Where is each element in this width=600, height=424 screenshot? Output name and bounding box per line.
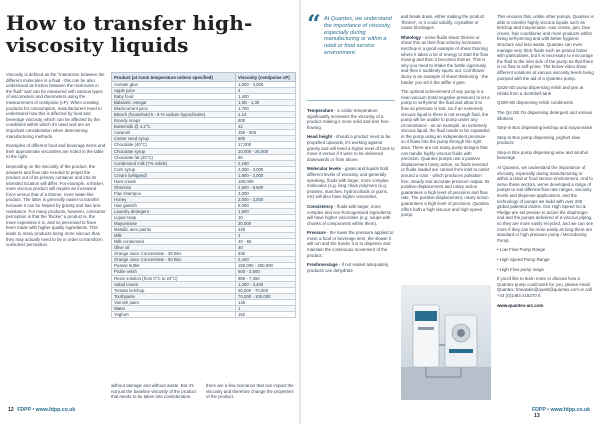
table-cell-product: Caramel xyxy=(112,130,236,136)
table-cell-product: Milk condensed xyxy=(112,239,236,245)
table-cell-product: Mayonnaise xyxy=(112,221,236,227)
page-number-right: 13 xyxy=(534,413,540,419)
paragraph-text: - some fluids shear thicken or shear thin as their flow velocity increases. Ketchup is a good example of shear thinning where it takes a lot of energy to start the flow moving and then it becomes thinner. This is why you need to shake the bottle vigorously and then it suddenly spurts out. Cornflower slurry is an example of shear thickening - the harder you stir it the stiffer it gets. xyxy=(401,34,489,85)
website-link[interactable]: www.quantex-arc.com xyxy=(497,302,544,308)
body-paragraph: • High Speed Pump Range xyxy=(497,256,550,262)
table-cell-viscosity: 4,500 - 8,600 xyxy=(236,184,296,190)
body-paragraph: The optimal achievement of any pump is a near-vacuum (total negative pressure) to let a pump to self-prime the fluid and allow it to flow as pressure is lost. So if an extremely viscous liquid is there is not enough fluid, the pump will be unable to pump under any circumstance - as an example, an extremely viscous liquid, the fluid needs to be expanded in the pump using an independent pressure so it flows into the pump through the right area. There are not many pump designs that can handle highly viscous fluids with precision. Quantex pumps use a positive displacement rotary action, so fluids inserted or fluids loaded are carried from inlet to outlet around a rotor - which produces pulsation free, steady and accurate pressure output. Its positive-displacement and rotary action guarantees a high level of precision and flow rate. The positive-displacement, rotary action guarantees a high level of precision. Quantex offers both a high viscous and high speed pump. xyxy=(401,89,490,218)
footer-right xyxy=(532,407,600,419)
table-cell-viscosity: 2,000 - 3,000 xyxy=(236,196,296,202)
body-paragraph: Step-in Box pump dispensing wine and alcohol beverage xyxy=(497,149,589,161)
bottom-column-1 xyxy=(111,383,199,404)
paragraph-text: - gases and liquids hold different levels of viscosity, and generally speaking, fluids with larger, more complex molecules (e.g. long chain polymers (e.g. proteins, starches, hydrocolloids or gums, etc) will also have higher viscosities. xyxy=(307,166,389,200)
table-cell-viscosity: 1,000 - 3,000 xyxy=(236,82,296,88)
table-cell-viscosity: 630 xyxy=(236,251,296,257)
table-cell-product: Hair gamish xyxy=(112,202,236,208)
table-cell-viscosity: 1,500 xyxy=(236,208,296,214)
table-cell-product: Balsamic vinegar xyxy=(112,100,236,106)
table-cell-viscosity: 20,000 xyxy=(236,221,296,227)
table-cell-viscosity: 4 xyxy=(236,88,296,94)
table-cell-viscosity: 1.13 xyxy=(236,112,296,118)
body-paragraph xyxy=(307,262,395,273)
table-cell-product: Brandy snaps xyxy=(112,118,236,124)
table-cell-viscosity: 600 - 2,500 xyxy=(236,269,296,275)
table-cell-viscosity: 1,800 - 2,000 xyxy=(236,172,296,178)
footer-brand-left: FDPP • www.fdpp.co.uk xyxy=(17,407,76,413)
table-cell-viscosity: 800 xyxy=(236,118,296,124)
table-cell-product: Chocolate syrup xyxy=(112,148,236,154)
body-paragraph: This ensures that, unlike other pumps, Quantex is able to transfer highly viscous liquids such as ketchup and mayonnaise, sour cream, jam, face cream, hair conditioner and more products whilst being self-priming and with better hygienic structure and less waste. Quantex can even manage very thick fluids such as peanut butter with particulates, but it is necessary to encourage the fluid to the inlet side of the pump as that there is no flow to self-prime. The below video show different solutions at various viscosity levels being pumped with the aid of a Quantex pump. xyxy=(497,14,594,81)
table-cell-product: Acetate glue xyxy=(112,82,236,88)
table-cell-viscosity: 2,000 - 3,000 xyxy=(236,166,296,172)
table-cell-product: Orange Juice Concentrate - 30 Brix xyxy=(112,251,236,257)
quote-mark-icon: “ xyxy=(307,9,321,38)
body-paragraph: Step-In Box dispensing ketchup and mayonnaise xyxy=(497,125,593,131)
table-cell-viscosity: 42 xyxy=(236,124,296,130)
intro-column xyxy=(6,72,106,252)
body-paragraph xyxy=(307,166,395,200)
table-cell-product: Blackcurrant juice xyxy=(112,106,236,112)
paragraph-keyword: Rheology xyxy=(401,34,422,40)
paragraph-keyword: Head height xyxy=(307,134,333,140)
table-cell-product: Salad cream xyxy=(112,281,236,287)
table-body xyxy=(112,82,296,318)
viscosity-table xyxy=(111,72,296,318)
table-cell-product: Apple juice xyxy=(112,88,236,94)
body-paragraph xyxy=(307,134,395,162)
table-cell-product: Chocolate fat (40°C) xyxy=(112,154,236,160)
table-cell-viscosity: 1 xyxy=(236,305,296,311)
table-cell-viscosity: 10 xyxy=(236,215,296,221)
table-cell-product: Castor seed syrup xyxy=(112,136,236,142)
paragraph-text: - fluids with larger, more complex and non-homogenised ingredients will have higher viscosities (e.g. soups with chunks of components within them). xyxy=(307,203,391,226)
body-paragraph: • High Flow pump range xyxy=(497,266,544,272)
paragraph-keyword: Molecular levels xyxy=(307,166,341,172)
table-cell-viscosity: 2,440 xyxy=(236,257,296,263)
paragraph-text: - a colder temperature significantly increases the viscosity of a product making it more solid and less free-flowing. xyxy=(307,108,390,130)
table-cell-product: Varnish paint xyxy=(112,299,236,305)
table-cell-product: Gherkins xyxy=(112,184,236,190)
body-paragraph: and break down, either making the product 'thinner', or it could solidify, crystallise or cause blockages. xyxy=(401,14,485,31)
table-cell-product: Olive oil xyxy=(112,245,236,251)
table-header-viscosity: Viscosity (centipoise cP) xyxy=(236,73,296,82)
body-paragraph xyxy=(307,204,395,226)
body-paragraph: Q425-SD pump dispensing relish and jam at Ishida from a dumbbell tank xyxy=(497,85,584,96)
table-cell-product: Ham cream xyxy=(112,178,236,184)
table-cell-viscosity: 880 - 7,360 xyxy=(236,275,296,281)
table-cell-product: Cream (whipped) xyxy=(112,172,236,178)
right-column-1 xyxy=(307,108,395,277)
table-header-product: Product (at room temperature unless specified) xyxy=(112,73,236,82)
bottom-paragraph: without damage and without waste. But it's not just the baseline viscosity of the product that needs to be taken into consideration, xyxy=(111,383,196,400)
table-cell-viscosity: 152 xyxy=(236,311,296,317)
table-cell-viscosity: 8,000 xyxy=(236,202,296,208)
table-cell-viscosity: 150,000 - 250,000 xyxy=(236,263,296,269)
paragraph-text: - if not sealed adequately, products can dehydrate xyxy=(307,262,389,273)
paragraph-keyword: Freshness/age xyxy=(307,262,338,268)
table-cell-viscosity: 2,160 xyxy=(236,160,296,166)
intro-paragraph: Viscosity is defined as the "interaction between the different molecules in a fluid - this can be also understood as friction between the molecules in the fluid" and can be measured with various types of viscometers and rheometers using the measurement of centipoise (cP). When creating products for consumption, manufacturers need to understand how this is affected by food and beverage viscosity, which can be affected by the conditions within which it's used and are an important consideration when determining manufacturing methods. xyxy=(6,72,105,139)
body-paragraph xyxy=(401,35,491,85)
body-paragraph: If you'd like to learn more or discuss how a Quantex pump could work for you, please email Quantex: fmeasale@quant@quantex.com or call +44 (0)1484 416270 0. xyxy=(497,276,592,298)
table-cell-product: Metallic aero paints xyxy=(112,227,236,233)
table-header-row xyxy=(112,73,296,82)
body-paragraph xyxy=(307,108,395,130)
paragraph-keyword: Temperature xyxy=(307,108,334,113)
table-cell-viscosity: 1,200 - 3,400 xyxy=(236,281,296,287)
quote-divider xyxy=(307,100,395,101)
table-cell-viscosity: 100,000 xyxy=(236,178,296,184)
paragraph-text: - the lower the pressure applied to move a food or beverage item, the slower it will run and the harder it is to dispense and maintain the continuous movement of the product. xyxy=(307,230,394,258)
pump-illustration xyxy=(401,285,491,400)
table-cell-product: Chocolate (40°C) xyxy=(112,142,236,148)
footer-left xyxy=(6,407,75,413)
table-cell-product: Flax shampoo xyxy=(112,190,236,196)
page-number-left: 12 xyxy=(8,407,14,413)
table-cell-product: Laundry detergent xyxy=(112,208,236,214)
body-paragraph: At Quantex, we understand the importance of viscosity, especially during manufacturing or within a retail or food service environment. And to serve these sectors, we've developed a range of pumps to suit different flow rate ranges, viscosity levels and dispense applications, and the technology of pumps we build with over 200 global patented claims. Our High Speed Go & Pledge are set precise to action the diaphragm end and the pumps delivered of a viscous piping, so they are more easily recycled, and we can see more if they can be more easily as long there are standard or high pressure pump / Microdosing Pump. xyxy=(497,165,594,243)
table-cell-product: Yoghurt xyxy=(112,311,236,317)
table-cell-product: Resin solution (from 0°C to 24°C) xyxy=(112,275,236,281)
table-cell-viscosity: 600 xyxy=(236,136,296,142)
table-cell-product: Condensed milk (7% solids) xyxy=(112,160,236,166)
paragraph-keyword: Consistency xyxy=(307,203,334,209)
table-cell-product: Pickle relish xyxy=(112,269,236,275)
table-cell-viscosity: 60 xyxy=(236,154,296,160)
table-cell-product: Tomato ketchup xyxy=(112,287,236,293)
body-paragraph: The Q4 I2E Ox dispensing detergent and various dilutions xyxy=(497,109,593,121)
right-column-3 xyxy=(497,14,594,312)
table-cell-viscosity: 40 xyxy=(236,245,296,251)
table-cell-product: Milk xyxy=(112,233,236,239)
table-cell-viscosity: 1,400 xyxy=(236,94,296,100)
intro-paragraph: Depending on the viscosity of the product, the answers and flow rate needed to propel the product out of its primary container and into its intended location will differ. For example, a thicker, more viscous product will require an increased force versus that of a thinner, more water-like product. The latter is generally easier to transfer because it can be helped by gravity and has less resistance. For many products, however, consumer perception is that the 'thicker' a product is, the more expensive it is, and so perceived to have been made with higher quality ingredients. This leads to many products being more viscous than they may actually need to be in order to transform consumer perception. xyxy=(6,163,106,248)
table-cell-product: Buttermilk @ 4.2°C xyxy=(112,124,236,130)
table-cell-product: Baby food xyxy=(112,94,236,100)
pump-product-photo xyxy=(401,285,491,400)
table-cell-product: Toothpaste xyxy=(112,293,236,299)
footer-brand-right: FDPP • www.fdpp.co.uk xyxy=(532,407,591,413)
table-cell-product: Honey xyxy=(112,196,236,202)
body-paragraph: • Low Flow Pump Range xyxy=(497,247,546,253)
table-cell-viscosity: 50,000 - 70,000 xyxy=(236,287,296,293)
table-cell-product: Water xyxy=(112,305,236,311)
table-cell-product: Liquid soap xyxy=(112,215,236,221)
table-cell-viscosity: 1,700 xyxy=(236,106,296,112)
pull-quote: At Quantex, we understand the importance of viscosity, especially during manufacturing or within a retail or food service environment. xyxy=(324,16,392,56)
table-cell-product: Orange Juice Concentrate - 50 Brix xyxy=(112,257,236,263)
body-paragraph: Step-In Box pump dispensing yoghurt slow products xyxy=(497,134,581,146)
table-cell-viscosity: 40 - 60 xyxy=(236,239,296,245)
table-cell-product: Corn syrup xyxy=(112,166,236,172)
right-column-2 xyxy=(401,14,491,222)
paragraph-text: - should a product need to be propelled upwards, it's working against gravity and will need a higher level of force to move it versus if it were to be delivered downwards or from above. xyxy=(307,134,395,162)
table-cell-viscosity: 10,000 - 25,000 xyxy=(236,148,296,154)
table-cell-viscosity: 3,000 xyxy=(236,190,296,196)
intro-paragraph: Examples of different food and beverage items and their approximate viscosities are noted in the table to the right. xyxy=(6,143,106,160)
table-row xyxy=(112,311,296,317)
table-cell-product: Bleach (household 5 - 8 % sodium hypochlorite) xyxy=(112,112,236,118)
body-paragraph xyxy=(307,230,395,258)
table-cell-viscosity: 17,000 xyxy=(236,142,296,148)
spine-divider xyxy=(299,0,301,424)
table-cell-viscosity: 220 xyxy=(236,227,296,233)
paragraph-keyword: Pressure xyxy=(307,230,326,236)
bottom-column-2 xyxy=(206,383,296,404)
table-cell-viscosity: 140 xyxy=(236,299,296,305)
body-paragraph: Q409-SD dispensing relish condiments xyxy=(497,100,573,106)
article-title: How to transfer high-viscosity liquids xyxy=(6,11,253,57)
table-cell-viscosity: 70,000 - 100,000 xyxy=(236,293,296,299)
table-cell-viscosity: 1,0D - 1,30 xyxy=(236,100,296,106)
table-cell-viscosity: 3 xyxy=(236,233,296,239)
bottom-paragraph: there are a few scenarios that can impact the viscosity and therefore change the properties of the product. xyxy=(206,383,294,400)
table-cell-viscosity: 250 - 900 xyxy=(236,130,296,136)
table-cell-product: Peanut butter xyxy=(112,263,236,269)
